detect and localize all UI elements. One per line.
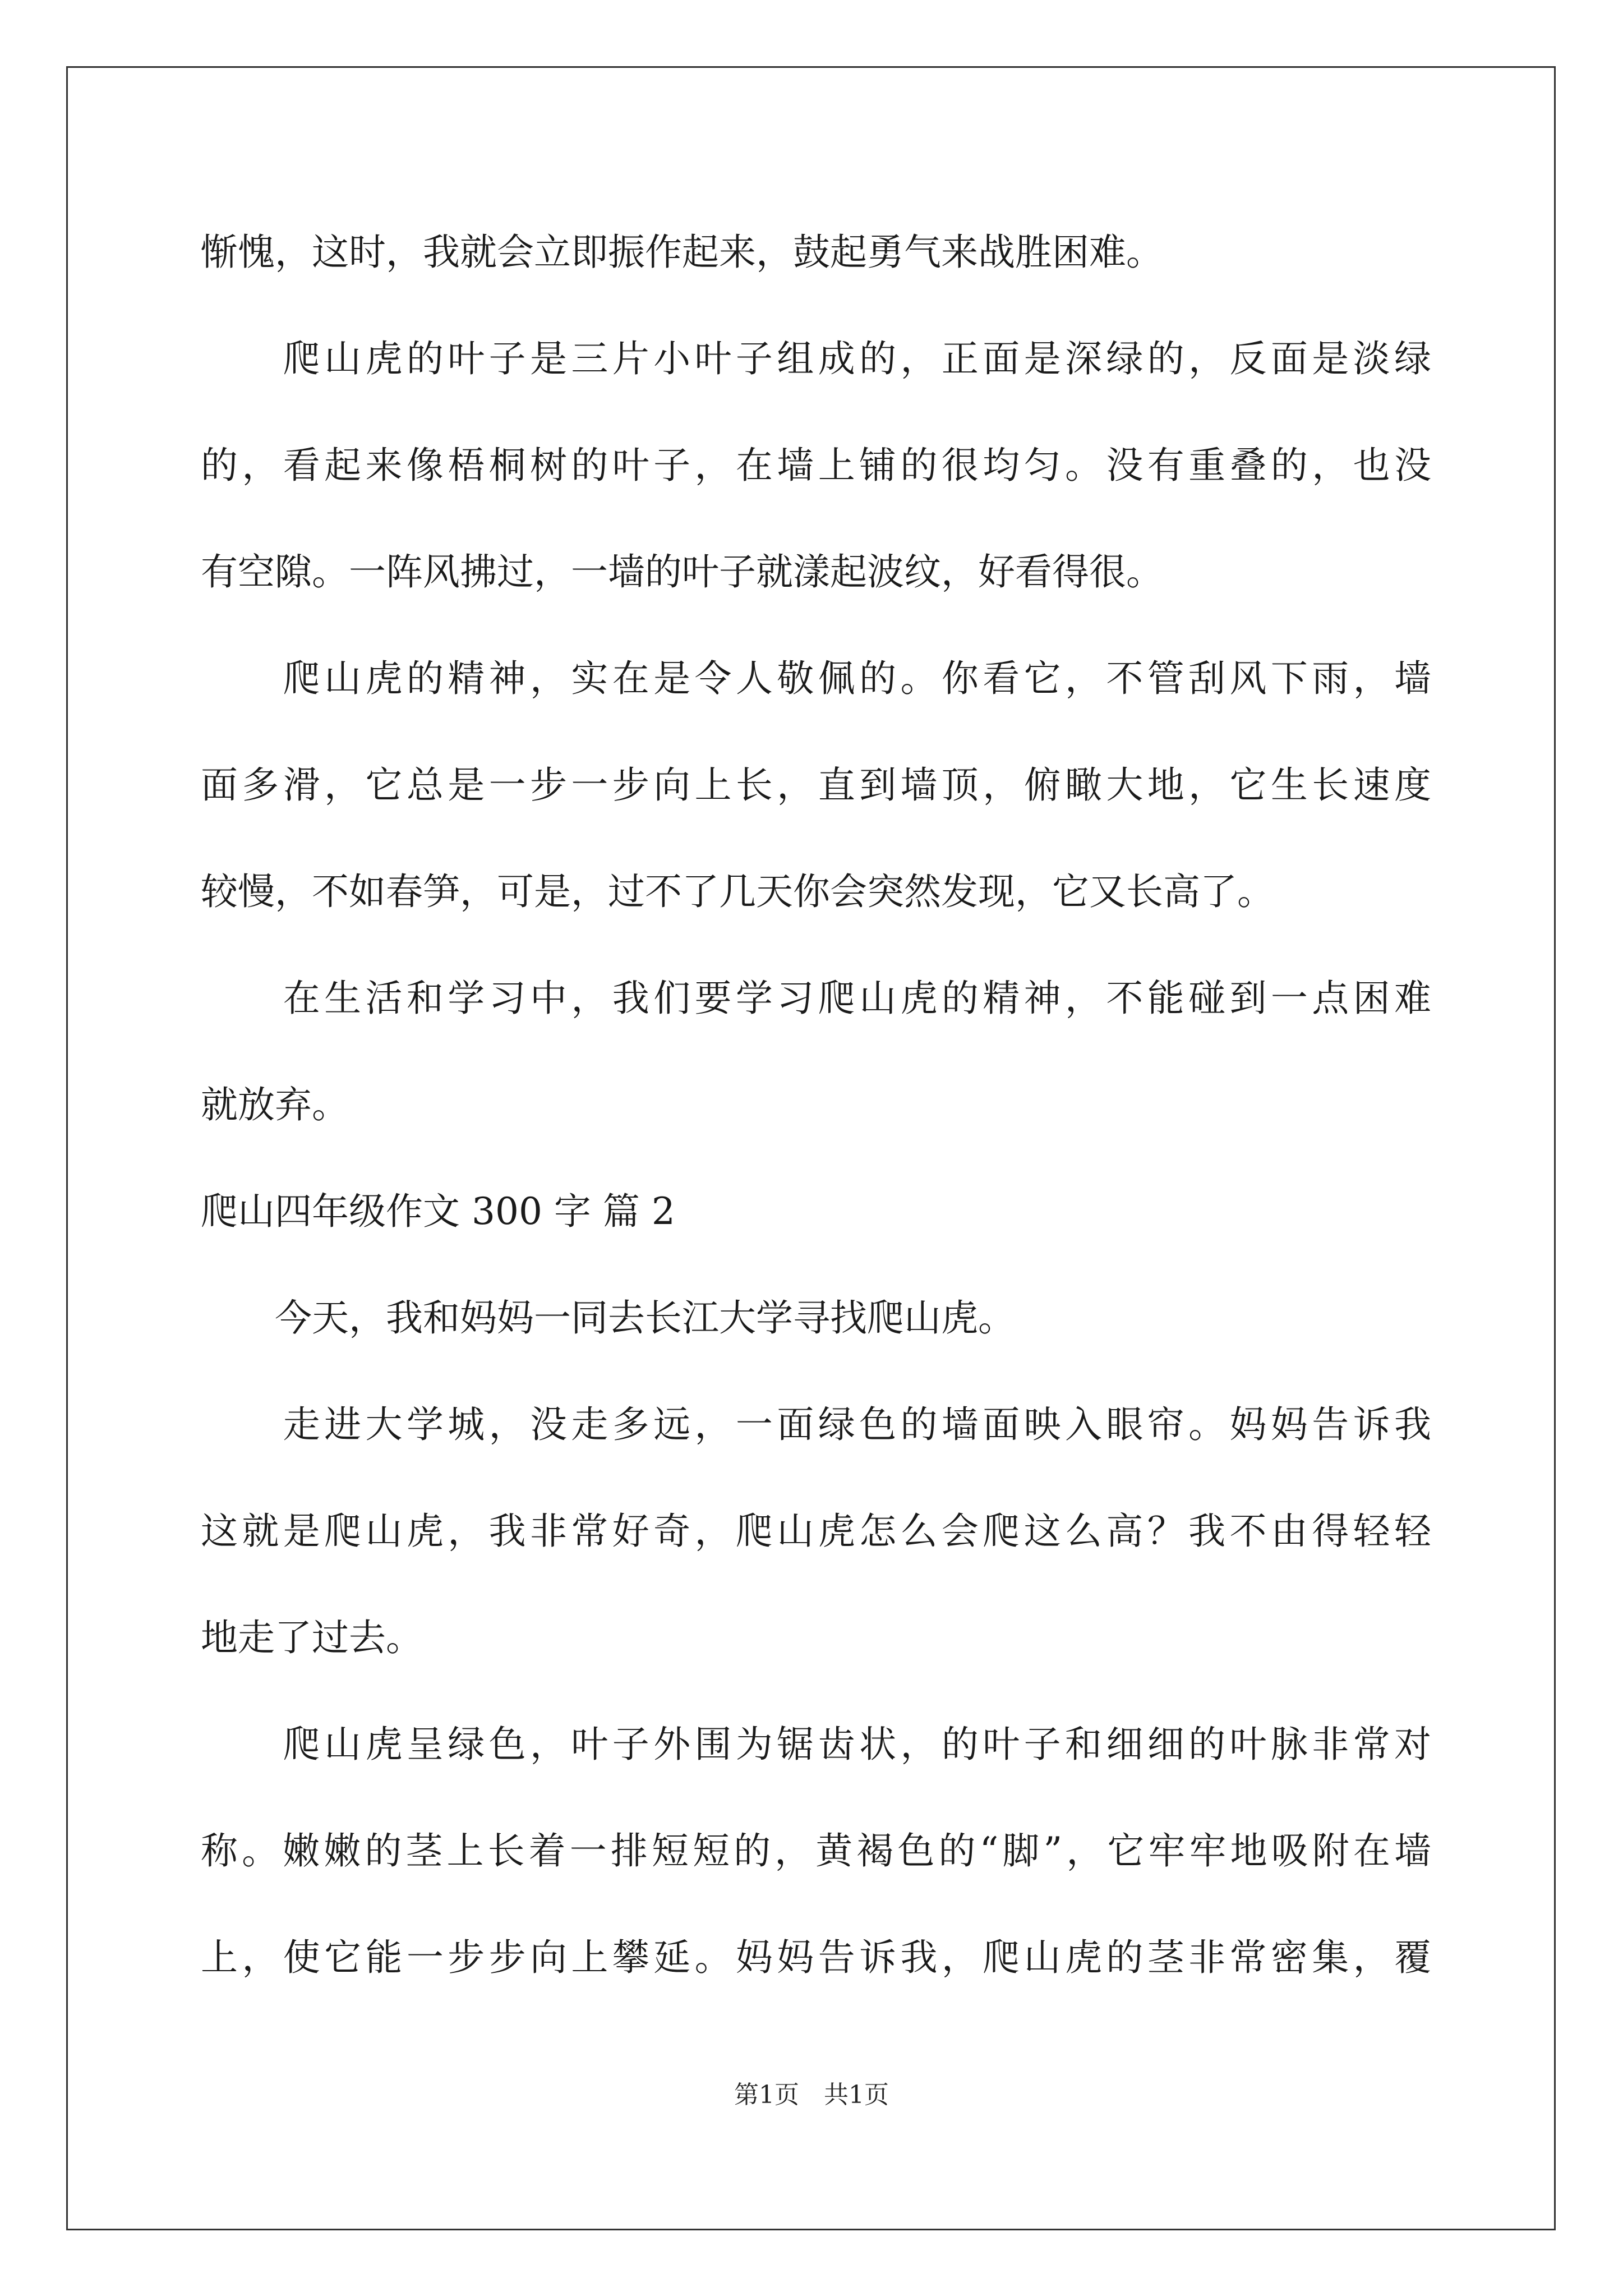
text-line: 今天，我和妈妈一同去长江大学寻找爬山虎。 bbox=[201, 1296, 1015, 1340]
text-line: 面多滑，它总是一步一步向上长，直到墙顶，俯瞰大地，它生长速度 bbox=[201, 763, 1431, 807]
text-line: 地走了过去。 bbox=[201, 1616, 423, 1659]
text-line: 上，使它能一步步向上攀延。妈妈告诉我，爬山虎的茎非常密集，覆 bbox=[201, 1936, 1431, 1979]
text-line: 爬山虎的精神，实在是令人敬佩的。你看它，不管刮风下雨，墙 bbox=[201, 657, 1431, 700]
text-line: 在生活和学习中，我们要学习爬山虎的精神，不能碰到一点困难 bbox=[201, 977, 1431, 1020]
text-line: 的，看起来像梧桐树的叶子，在墙上铺的很均匀。没有重叠的，也没 bbox=[201, 444, 1431, 487]
section-heading: 爬山四年级作文 300 字 篇 2 bbox=[201, 1190, 675, 1233]
page-footer: 第1页 共1页 bbox=[734, 2081, 889, 2109]
text-line: 有空隙。一阵风拂过，一墙的叶子就漾起波纹，好看得很。 bbox=[201, 550, 1163, 593]
text-line: 称。嫩嫩的茎上长着一排短短的，黄褐色的“脚”，它牢牢地吸附在墙 bbox=[201, 1829, 1431, 1872]
text-line: 走进大学城，没走多远，一面绿色的墙面映入眼帘。妈妈告诉我 bbox=[201, 1403, 1431, 1446]
text-line: 这就是爬山虎，我非常好奇，爬山虎怎么会爬这么高？我不由得轻轻 bbox=[201, 1510, 1431, 1553]
text-line: 较慢，不如春笋，可是，过不了几天你会突然发现，它又长高了。 bbox=[201, 870, 1274, 913]
text-line: 爬山虎呈绿色，叶子外围为锯齿状，的叶子和细细的叶脉非常对 bbox=[201, 1723, 1431, 1766]
text-line: 爬山虎的叶子是三片小叶子组成的，正面是深绿的，反面是淡绿 bbox=[201, 337, 1431, 380]
text-line: 就放弃。 bbox=[201, 1083, 349, 1126]
text-line: 惭愧，这时，我就会立即振作起来，鼓起勇气来战胜困难。 bbox=[201, 231, 1163, 274]
